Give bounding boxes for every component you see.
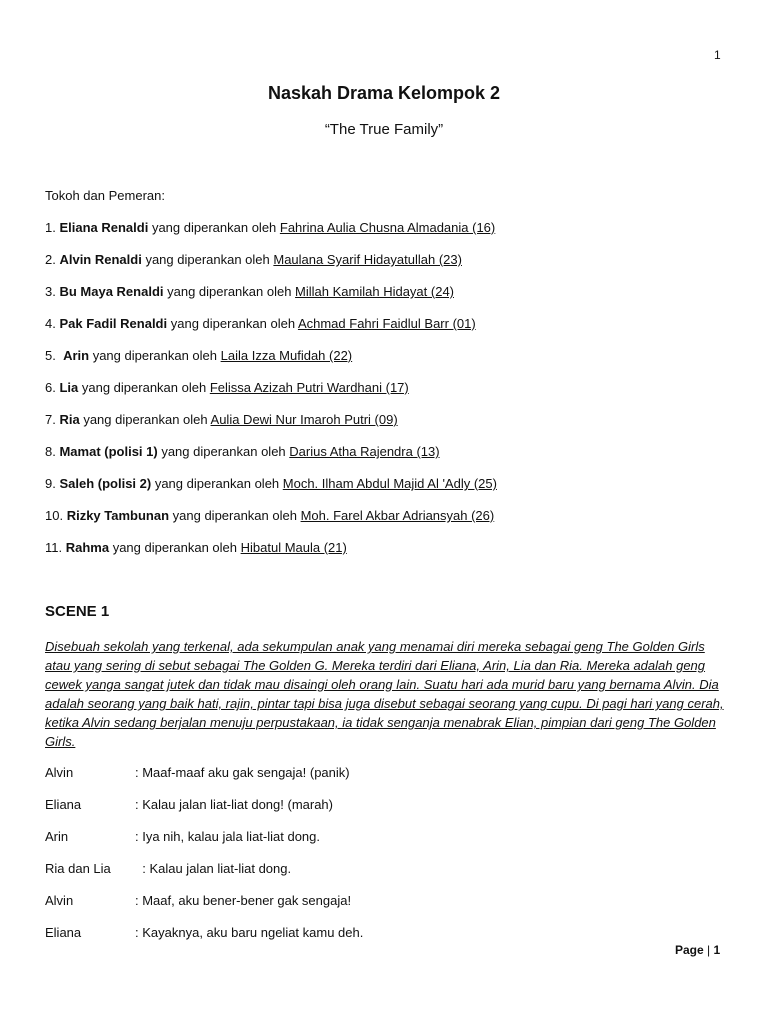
cast-actor-name: Laila Izza Mufidah (22) (220, 348, 353, 363)
dialog-text: : Iya nih, kalau jala liat-liat dong. (135, 829, 320, 844)
dialog-text: : Kayaknya, aku baru ngeliat kamu deh. (135, 925, 364, 940)
cast-number: 11. (45, 540, 66, 555)
cast-number: 3. (45, 284, 60, 299)
cast-connector-text: yang diperankan oleh (89, 348, 221, 363)
dialog-block (45, 764, 363, 956)
dialog-line (45, 892, 363, 924)
dialog-text: : Maaf-maaf aku gak sengaja! (panik) (135, 765, 350, 780)
cast-connector-text: yang diperankan oleh (141, 252, 274, 267)
cast-connector-text: yang diperankan oleh (167, 316, 298, 331)
cast-heading: Tokoh dan Pemeran: (45, 188, 165, 203)
cast-character-name: Rahma (65, 540, 110, 555)
cast-item (45, 283, 497, 315)
cast-item (45, 443, 497, 475)
cast-number: 9. (45, 476, 60, 491)
cast-character-name: Alvin Renaldi (59, 252, 142, 267)
document-subtitle: “The True Family” (324, 121, 444, 138)
cast-character-name: Saleh (polisi 2) (59, 476, 152, 491)
cast-connector-text: yang diperankan oleh (78, 380, 210, 395)
cast-item (45, 379, 497, 411)
dialog-speaker: Eliana (45, 925, 82, 940)
cast-character-name: Arin (63, 348, 90, 363)
dialog-line (45, 860, 363, 892)
page-footer (675, 943, 720, 957)
cast-number: 8. (45, 444, 60, 459)
cast-item (45, 539, 497, 571)
cast-character-name: Bu Maya Renaldi (59, 284, 164, 299)
dialog-speaker: Ria dan Lia (45, 861, 111, 876)
cast-number: 10. (45, 508, 67, 523)
cast-character-name: Ria (59, 412, 80, 427)
cast-actor-name: Millah Kamilah Hidayat (24) (295, 284, 454, 299)
cast-number: 1. (45, 220, 60, 235)
cast-actor-name: Achmad Fahri Faidlul Barr (01) (297, 316, 476, 331)
cast-item (45, 315, 497, 347)
cast-connector-text: yang diperankan oleh (151, 476, 283, 491)
cast-actor-name: Felissa Azizah Putri Wardhani (17) (209, 380, 409, 395)
dialog-speaker: Eliana (45, 797, 82, 812)
cast-connector-text: yang diperankan oleh (79, 412, 211, 427)
dialog-text: : Kalau jalan liat-liat dong. (135, 861, 292, 876)
cast-number: 4. (45, 316, 60, 331)
cast-actor-name: Fahrina Aulia Chusna Almadania (16) (279, 220, 496, 235)
cast-actor-name: Moh. Farel Akbar Adriansyah (26) (300, 508, 495, 523)
cast-number: 2. (45, 252, 60, 267)
cast-actor-name: Aulia Dewi Nur Imaroh Putri (09) (210, 412, 398, 427)
cast-connector-text: yang diperankan oleh (169, 508, 301, 523)
cast-connector-text: yang diperankan oleh (109, 540, 241, 555)
cast-list (45, 219, 497, 571)
cast-character-name: Rizky Tambunan (66, 508, 170, 523)
dialog-text: : Kalau jalan liat-liat dong! (marah) (135, 797, 333, 812)
cast-item (45, 475, 497, 507)
cast-number: 6. (45, 380, 60, 395)
cast-actor-name: Moch. Ilham Abdul Majid Al 'Adly (25) (282, 476, 497, 491)
cast-item (45, 251, 497, 283)
scene-narration: Disebuah sekolah yang terkenal, ada sekumpulan anak yang menamai diri mereka sebagai geng The Golden Girls atau yang sering di sebut sebagai The Golden G. Mereka terdiri dari Eliana, Arin, Lia dan Ria. Mereka adalah geng cewek yanga sangat jutek dan tidak mau disaingi oleh orang lain. Suatu hari ada murid baru yang bernama Alvin. Dia adalah seorang yang baik hati, rajin, pintar tapi bisa juga disebut sebagai seorang yang cupu. Di pagi hari yang cerah, ketika Alvin sedang berjalan menuju perpustakaan, ia tidak senganja menabrak Elian, pimpian dari geng The Golden Girls. (45, 639, 724, 749)
cast-number: 5. (45, 348, 64, 363)
cast-character-name: Eliana Renaldi (59, 220, 149, 235)
cast-actor-name: Darius Atha Rajendra (13) (289, 444, 440, 459)
footer-page-label: Page (675, 943, 704, 957)
cast-connector-text: yang diperankan oleh (148, 220, 280, 235)
dialog-line (45, 924, 363, 956)
dialog-speaker: Arin (45, 829, 69, 844)
page-number-top: 1 (714, 48, 721, 62)
dialog-speaker: Alvin (45, 893, 74, 908)
dialog-text: : Maaf, aku bener-bener gak sengaja! (135, 893, 352, 908)
dialog-line (45, 828, 363, 860)
footer-page-number: 1 (713, 943, 721, 957)
dialog-line (45, 796, 363, 828)
dialog-line (45, 764, 363, 796)
cast-item (45, 507, 497, 539)
cast-character-name: Pak Fadil Renaldi (59, 316, 168, 331)
cast-character-name: Mamat (polisi 1) (59, 444, 158, 459)
dialog-speaker: Alvin (45, 765, 74, 780)
cast-connector-text: yang diperankan oleh (163, 284, 296, 299)
document-title: Naskah Drama Kelompok 2 (267, 83, 501, 103)
cast-connector-text: yang diperankan oleh (157, 444, 290, 459)
cast-item (45, 347, 497, 379)
cast-actor-name: Hibatul Maula (21) (240, 540, 347, 555)
cast-item (45, 219, 497, 251)
scene-title: SCENE 1 (45, 603, 110, 620)
cast-number: 7. (45, 412, 60, 427)
footer-separator: | (703, 943, 714, 957)
cast-character-name: Lia (59, 380, 79, 395)
cast-actor-name: Maulana Syarif Hidayatullah (23) (273, 252, 462, 267)
cast-item (45, 411, 497, 443)
